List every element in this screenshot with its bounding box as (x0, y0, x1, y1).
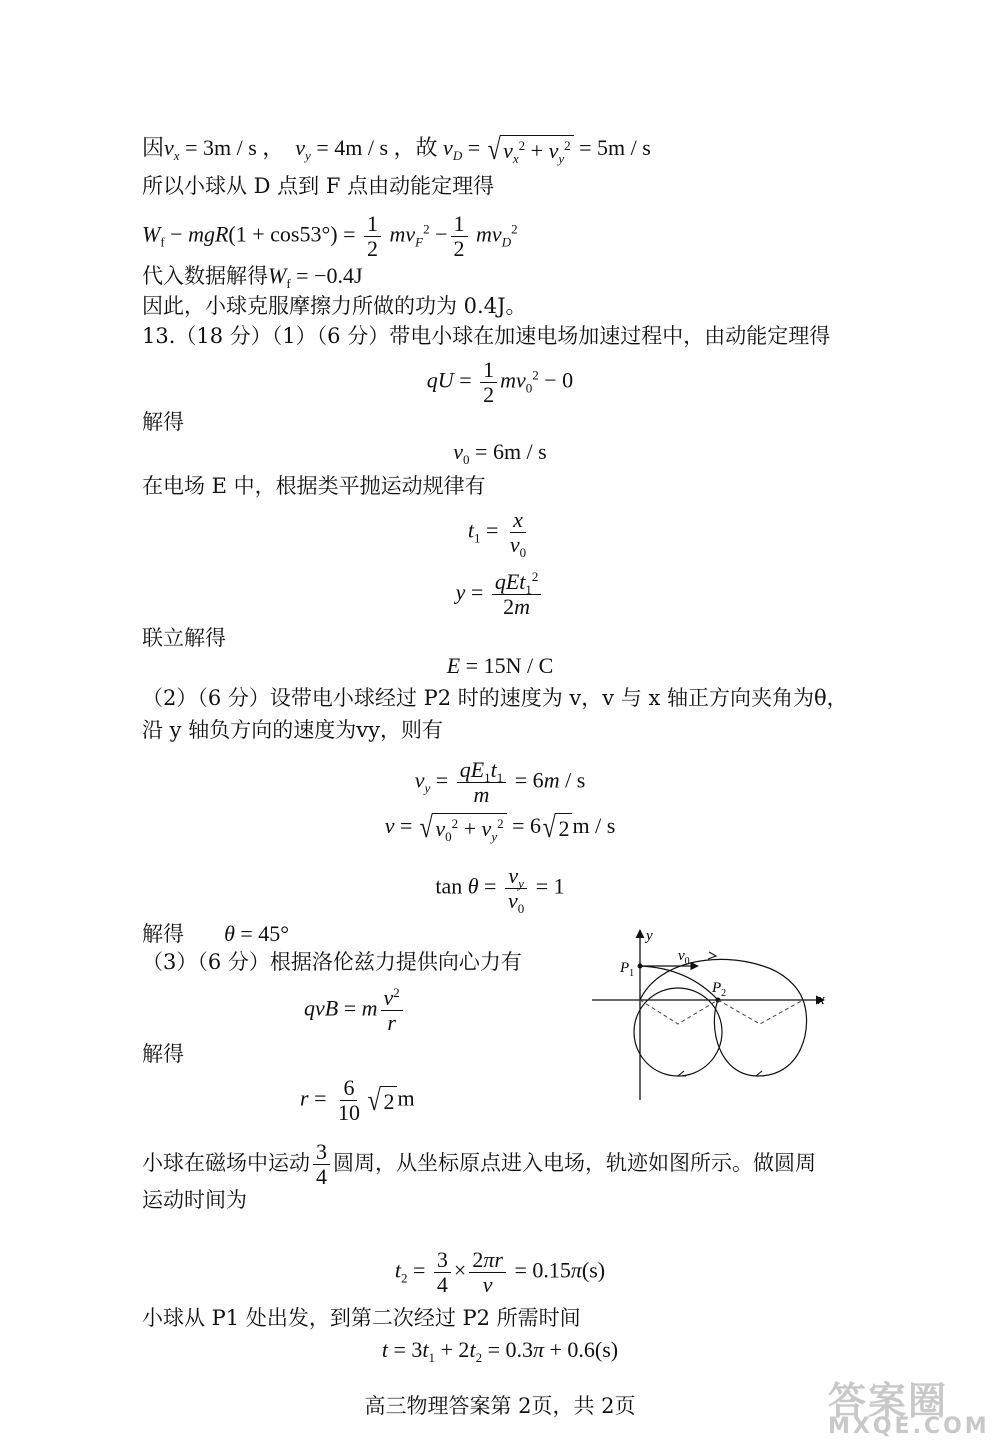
y-axis-label: y (646, 928, 653, 944)
dashed-chord-right (718, 1000, 803, 1024)
watermark-top: 答案圈 (828, 1379, 949, 1423)
p1-label: $P_1$ (620, 960, 635, 979)
watermark-bottom: MXQE.COM (828, 1414, 990, 1439)
solve-label: 解得 (142, 1042, 184, 1066)
line-field-e: 在电场 E 中，根据类平抛运动规律有 (142, 474, 486, 498)
sqrt: √ $v_x^2 + v_y^2$ (486, 135, 574, 165)
line-part2-b: 沿 y 轴负方向的速度为vy，则有 (142, 718, 443, 742)
line-work-energy-intro: 所以小球从 D 点到 F 点由动能定理得 (142, 174, 495, 198)
left-circle (634, 988, 722, 1076)
eq-t2: $t_2$ = $\frac{3}{4}$ × $\frac{2\pi r}{v}$ = 0.15π(s) (394, 1247, 606, 1297)
eq-vD: = 5m / s (579, 135, 651, 160)
eq-y: y = $\frac{qEt_1^2}{2m}$ (0, 570, 1000, 619)
eq-t-total: $t = 3t_1 + 2t_2 = 0.3\pi + 0.6(s)$ (381, 1337, 619, 1365)
text: ，故 (393, 135, 438, 160)
solve-label: 联立解得 (142, 626, 226, 650)
text: 小球在磁场中运动 (142, 1151, 310, 1175)
eq-work-energy: $W_f - mgR(1 + \cos 53^\circ)$ = $\frac{1}{2}$ $mv_F^2$ − $\frac{1}{2}$ $mv_D^2$ (142, 211, 518, 261)
trajectory-diagram (588, 926, 848, 1106)
text: 解得 (142, 922, 184, 946)
eq-t1: $t_1$ = $\frac{x}{v_0}$ (467, 507, 527, 560)
eq-qU: qU = $\frac{1}{2}$ $mv_0^2 - 0$ (426, 357, 574, 407)
eq-r: r = $\frac{6}{10}$ √ 2 m (300, 1075, 415, 1125)
line-total-time: 小球从 P1 处出发，到第二次经过 P2 所需时间 (142, 1306, 581, 1330)
eq-v0: $v_0 = 6m / s$ (453, 439, 547, 467)
text: ， (262, 135, 285, 160)
line-part3: （3）（6 分）根据洛伦兹力提供向心力有 (142, 950, 522, 974)
sqrt: √ $v_0^2 + v_y^2$ (418, 813, 507, 843)
x-axis-label: x (818, 992, 825, 1008)
text: 因 (142, 135, 165, 160)
arrow-top (708, 952, 716, 959)
eq-vx: = 3m / s (185, 135, 257, 160)
p2-label: $P_2$ (712, 980, 727, 999)
line-theta: 解得 θ = 45° (142, 921, 290, 946)
line-friction-work: 因此，小球克服摩擦力所做的功为 0.4J。 (142, 294, 527, 318)
v0-label: $v_0$ (678, 948, 690, 967)
text: 代入数据解得 (142, 264, 268, 288)
axes (592, 930, 824, 1100)
eq-tan: tan θ = $\frac{v_y}{v_0}$ = 1 (435, 863, 565, 916)
line-part2: （2）（6 分）设带电小球经过 P2 时的速度为 v，v 与 x 轴正方向夹角为θ， (142, 686, 848, 710)
eq-E: E = 15N / C (446, 653, 554, 678)
right-circle (714, 1000, 806, 1076)
line-time-label: 运动时间为 (142, 1188, 247, 1212)
eq-lorentz: qvB = m $\frac{v^2}{r}$ (304, 986, 406, 1035)
solve-label: 解得 (142, 410, 184, 434)
page-footer: 高三物理答案第 2页，共 2页 (364, 1394, 636, 1418)
line-substitute: 代入数据解得$W_f = -0.4J$ (142, 263, 363, 291)
line-velocity-components: 因$v_x = 3m / s$ ， $v_y = 4m / s$ ，故 $v_D$ = √ $v_x^2 + v_y^2$ = 5m / s (142, 132, 651, 166)
eq-vy: $v_y$ = $\frac{qE_1t_1}{m}$ = 6m / s (414, 757, 586, 807)
text: 圆周，从坐标原点进入电场，轨迹如图所示。做圆周 (333, 1151, 816, 1175)
dashed-chord-left (640, 1000, 718, 1024)
eq-vy: = 4m / s (316, 135, 389, 160)
line-three-quarter: 小球在磁场中运动 $\frac{3}{4}$ 圆周，从坐标原点进入电场，轨迹如图所示。做圆周 (142, 1139, 816, 1189)
eq-v: v = √ $v_0^2 + v_y^2$ = 6 √ 2 m / s (384, 810, 616, 844)
line-q13-intro: 13.（18 分）（1）（6 分）带电小球在加速电场加速过程中，由动能定理得 (142, 324, 831, 348)
